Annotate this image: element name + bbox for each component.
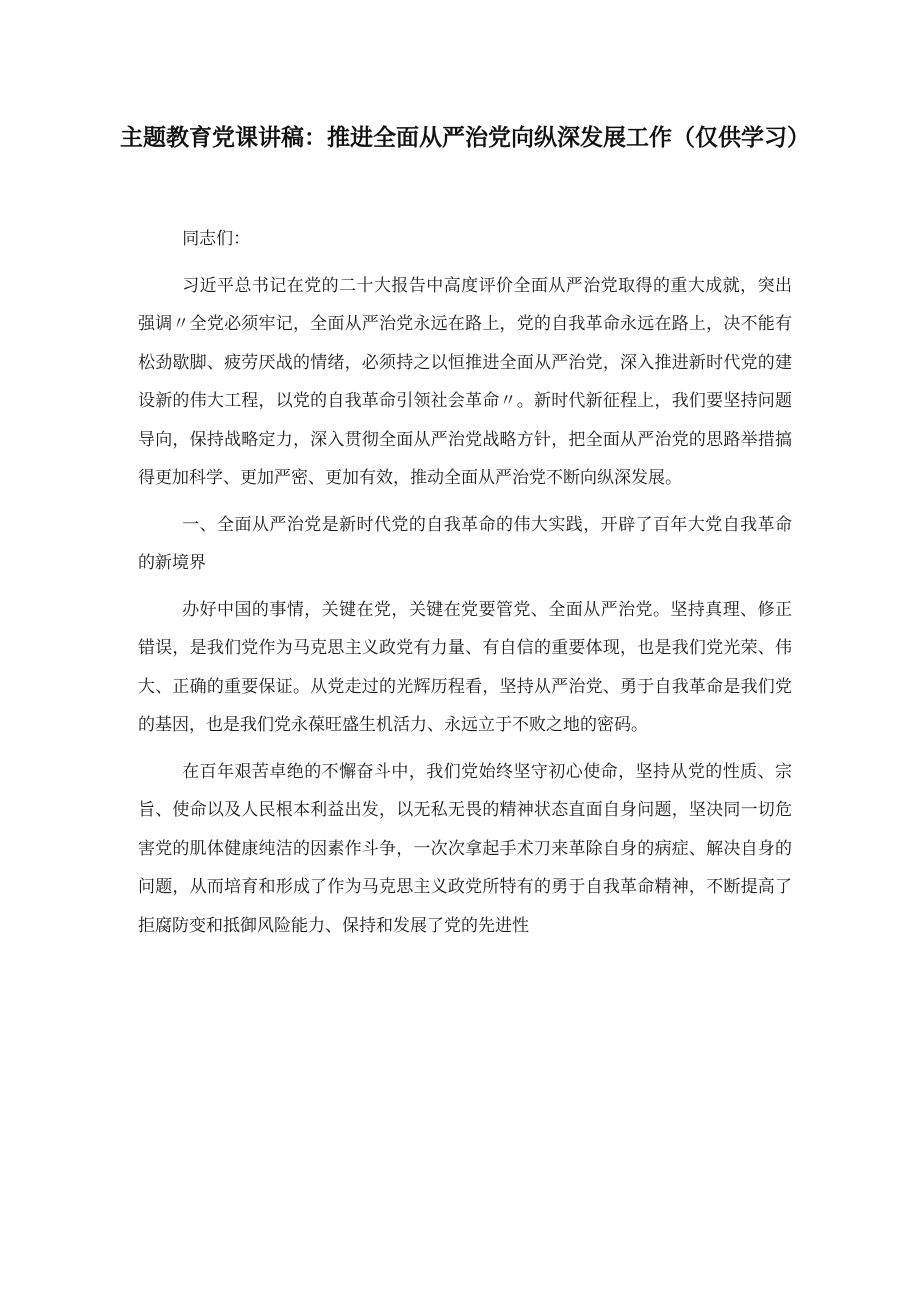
salutation: 同志们： xyxy=(182,229,251,249)
paragraph-intro: 习近平总书记在党的二十大报告中高度评价全面从严治党取得的重大成就，突出强调〃全党必须牢记，全面从严治党永远在路上，党的自我革命永远在路上，决不能有松劲歇脚、疲劳厌战的情绪，必须持之以恒推进全面从严治党，深入推进新时代党的建设新的伟大工程，以党的自我革命引领社会革命〃。新时代新征程上，我们要坚持问题导向，保持战略定力，深入贯彻全面从严治党战略方针，把全面从严治党的思路举措搞得更加科学、更加严密、更加有效，推动全面从严治党不断向纵深发展。 xyxy=(138,275,792,488)
section-heading-1: 一、全面从严治党是新时代党的自我革命的伟大实践，开辟了百年大党自我革命的新境界 xyxy=(138,514,792,573)
paragraph-1: 办好中国的事情，关键在党，关键在党要管党、全面从严治党。坚持真理、修正错误，是我们党作为马克思主义政党有力量、有自信的重要体现，也是我们党光荣、伟大、正确的重要保证。从党走过的光辉历程看，坚持从严治党、勇于自我革命是我们党的基因，也是我们党永葆旺盛生机活力、永远立于不败之地的密码。 xyxy=(138,599,792,735)
document-body xyxy=(138,220,792,945)
paragraph-2: 在百年艰苦卓绝的不懈奋斗中，我们党始终坚守初心使命，坚持从党的性质、宗旨、使命以及人民根本利益出发，以无私无畏的精神状态直面自身问题，坚决同一切危害党的肌体健康纯洁的因素作斗争，一次次拿起手术刀来革除自身的病症、解决自身的问题，从而培育和形成了作为马克思主义政党所特有的勇于自我革命精神，不断提高了拒腐防变和抵御风险能力、保持和发展了党的先进性 xyxy=(138,761,792,936)
document-title: 主题教育党课讲稿：推进全面从严治党向纵深发展工作（仅供学习） xyxy=(120,125,810,151)
